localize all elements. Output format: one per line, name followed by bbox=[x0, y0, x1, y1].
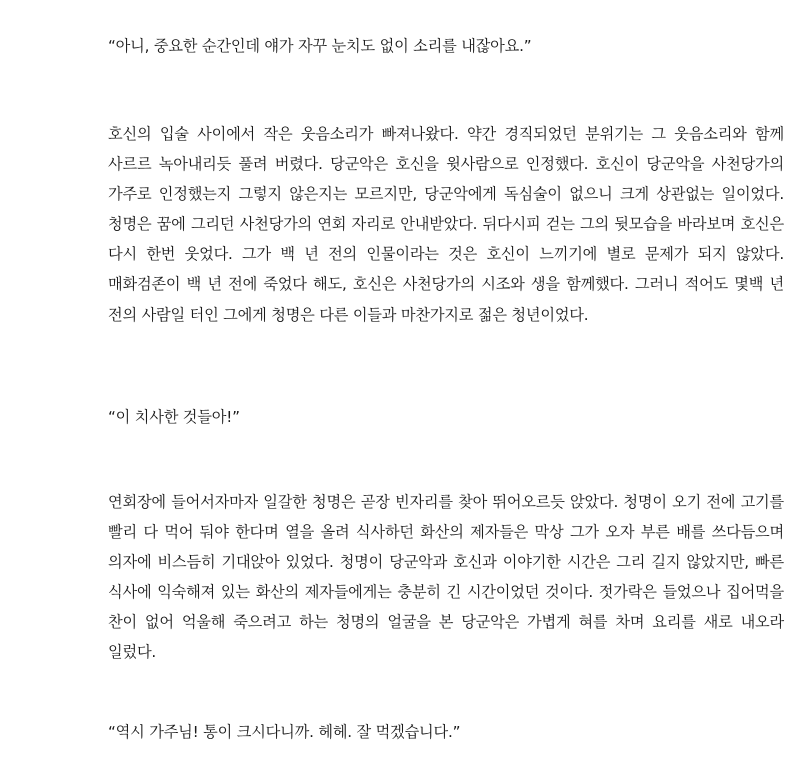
dialogue-line-1: “아니, 중요한 순간인데 얘가 자꾸 눈치도 없이 소리를 내잖아요.” bbox=[108, 37, 532, 55]
dialogue-line-2: “이 치사한 것들아!” bbox=[108, 408, 240, 426]
dialogue-line-3: “역시 가주님! 통이 크시다니까. 헤헤. 잘 먹겠습니다.” bbox=[108, 723, 461, 741]
narration-paragraph-2: 연회장에 들어서자마자 일갈한 청명은 곧장 빈자리를 찾아 뛰어오르듯 앉았다. 청명이 오기 전에 고기를 빨리 다 먹어 둬야 한다며 열을 올려 식사하던 화산의 제자들은 막상 그가 오자 부른 배를 쓰다듬으며 의자에 비스듬히 기대앉아 있었다. 청명이 당군악과 호신과 이야기한 시간은 그리 길지 않았지만, 빠른 식사에 익숙해져 있는 화산의 제자들에게는 충분히 긴 시간이었던 것이다. 젓가락은 들었으나 집어먹을 찬이 없어 억울해 죽으려고 하는 청명의 얼굴을 본 당군악은 가볍게 혀를 차며 요리를 새로 내오라 일렀다. bbox=[108, 493, 784, 662]
narration-paragraph-1: 호신의 입술 사이에서 작은 웃음소리가 빠져나왔다. 약간 경직되었던 분위기는 그 웃음소리와 함께 사르르 녹아내리듯 풀려 버렸다. 당군악은 호신을 윗사람으로 인정했다. 호신이 당군악을 사천당가의 가주로 인정했는지 그렇지 않은지는 모르지만, 당군악에게 독심술이 없으니 크게 상관없는 일이었다. 청명은 꿈에 그리던 사천당가의 연회 자리로 안내받았다. 뒤다시피 걷는 그의 뒷모습을 바라보며 호신은 다시 한번 웃었다. 그가 백 년 전의 인물이라는 것은 호신이 느끼기에 별로 문제가 되지 않았다. 매화검존이 백 년 전에 죽었다 해도, 호신은 사천당가의 시조와 생을 함께했다. 그러니 적어도 몇백 년 전의 사람일 터인 그에게 청명은 다른 이들과 마찬가지로 젊은 청년이었다. bbox=[108, 125, 784, 324]
